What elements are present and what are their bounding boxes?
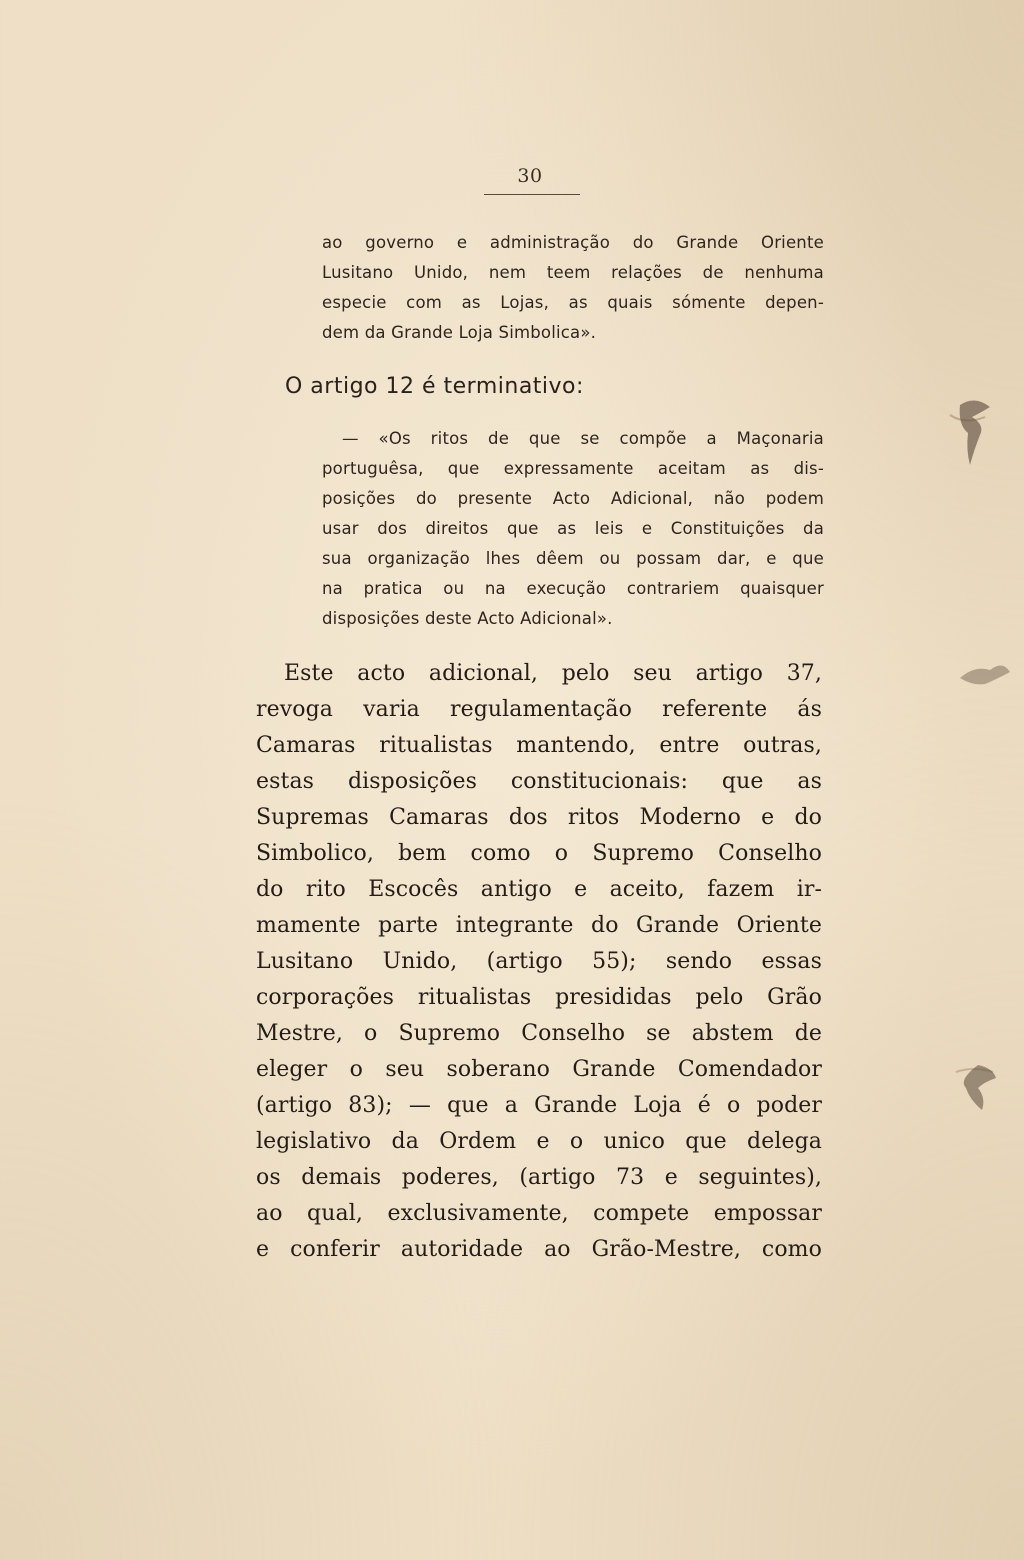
quote-line: dem da Grande Loja Simbolica». [322, 323, 597, 342]
quote-line: disposições deste Acto Adicional». [322, 609, 613, 628]
body-line: Mestre, o Supremo Conselho se abstem de [256, 1021, 822, 1046]
body-line: revoga varia regulamentação referente ás [256, 697, 822, 722]
ink-stain-mark [948, 1060, 1003, 1120]
body-line: do rito Escocês antigo e aceito, fazem ir- [256, 877, 822, 902]
quote-line: portuguêsa, que expressamente aceitam as dis- [322, 459, 824, 478]
quote-line: especie com as Lojas, as quais sómente depen- [322, 293, 824, 312]
quote-line: sua organização lhes dêem ou possam dar, e que [322, 549, 824, 568]
body-line: mamente parte integrante do Grande Oriente [256, 913, 822, 938]
body-paragraph [256, 656, 822, 1268]
body-line: Supremas Camaras dos ritos Moderno e do [256, 805, 822, 830]
quote-line: usar dos direitos que as leis e Constituições da [322, 519, 824, 538]
quote-line: — «Os ritos de que se compõe a Maçonaria [342, 429, 824, 448]
quote-continuation [322, 228, 824, 348]
body-line: estas disposições constitucionais: que as [256, 769, 822, 794]
page-number-rule [484, 194, 580, 195]
body-line: (artigo 83); — que a Grande Loja é o poder [256, 1093, 822, 1118]
page-number: 30 [517, 165, 543, 187]
quote-line: na pratica ou na execução contrariem quaisquer [322, 579, 824, 598]
intro-line: O artigo 12 é terminativo: [285, 374, 584, 399]
quote-line: posições do presente Acto Adicional, não podem [322, 489, 824, 508]
body-line: corporações ritualistas presididas pelo Grão [256, 985, 822, 1010]
body-line: legislativo da Ordem e o unico que delega [256, 1129, 822, 1154]
body-line: Este acto adicional, pelo seu artigo 37, [284, 661, 822, 686]
body-line: eleger o seu soberano Grande Comendador [256, 1057, 822, 1082]
ink-stain-mark [940, 395, 1010, 475]
body-line: Simbolico, bem como o Supremo Conselho [256, 841, 822, 866]
quote-line: Lusitano Unido, nem teem relações de nenhuma [322, 263, 824, 282]
body-line: Camaras ritualistas mantendo, entre outras, [256, 733, 822, 758]
body-line: os demais poderes, (artigo 73 e seguintes), [256, 1165, 822, 1190]
ink-stain-mark [955, 650, 1015, 700]
quote-line: ao governo e administração do Grande Oriente [322, 233, 824, 252]
body-line: Lusitano Unido, (artigo 55); sendo essas [256, 949, 822, 974]
body-line: e conferir autoridade ao Grão-Mestre, como [256, 1237, 822, 1262]
article-12-quote [322, 424, 824, 634]
body-line: ao qual, exclusivamente, compete empossar [256, 1201, 822, 1226]
